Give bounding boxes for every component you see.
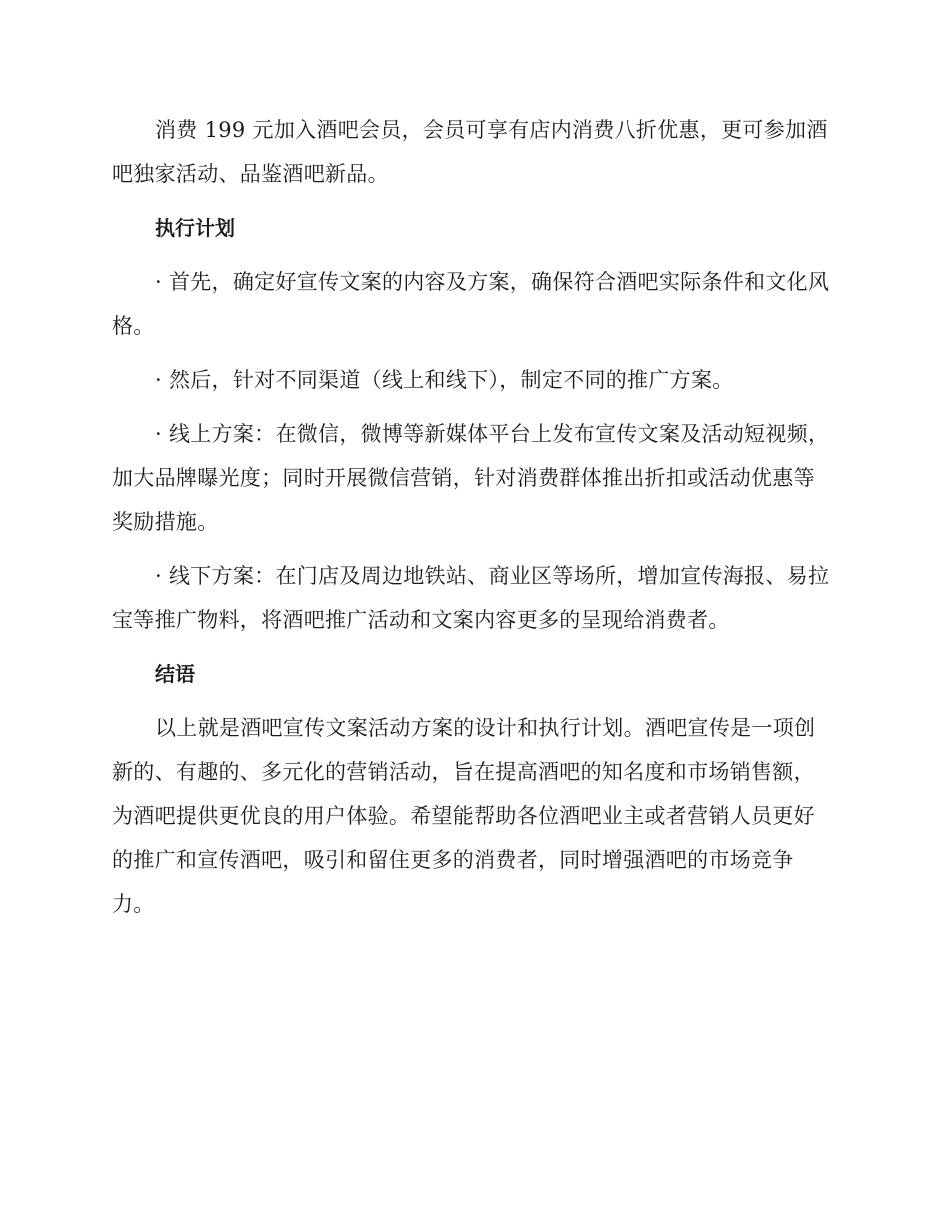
execution-plan-heading: 执行计划: [155, 216, 235, 240]
conclusion-heading: 结语: [155, 662, 195, 686]
membership-paragraph: 消费 199 元加入酒吧会员，会员可享有店内消费八折优惠，更可参加酒吧独家活动、品鉴酒吧新品。: [112, 118, 828, 186]
execution-item-channels: · 然后，针对不同渠道（线上和线下），制定不同的推广方案。: [155, 368, 734, 392]
conclusion-paragraph: 以上就是酒吧宣传文案活动方案的设计和执行计划。酒吧宣传是一项创新的、有趣的、多元化的营销活动，旨在提高酒吧的知名度和市场销售额，为酒吧提供更优良的用户体验。希望能帮助各位酒吧业主或者营销人员更好的推广和宣传酒吧，吸引和留住更多的消费者，同时增强酒吧的市场竞争力。: [112, 716, 816, 916]
execution-item-first: · 首先，确定好宣传文案的内容及方案，确保符合酒吧实际条件和文化风格。: [112, 270, 830, 338]
execution-item-online: · 线上方案：在微信，微博等新媒体平台上发布宣传文案及活动短视频，加大品牌曝光度；同时开展微信营销，针对消费群体推出折扣或活动优惠等奖励措施。: [112, 422, 830, 534]
execution-item-offline: · 线下方案：在门店及周边地铁站、商业区等场所，增加宣传海报、易拉宝等推广物料，将酒吧推广活动和文案内容更多的呈现给消费者。: [112, 564, 830, 632]
document-page: [112, 108, 834, 926]
